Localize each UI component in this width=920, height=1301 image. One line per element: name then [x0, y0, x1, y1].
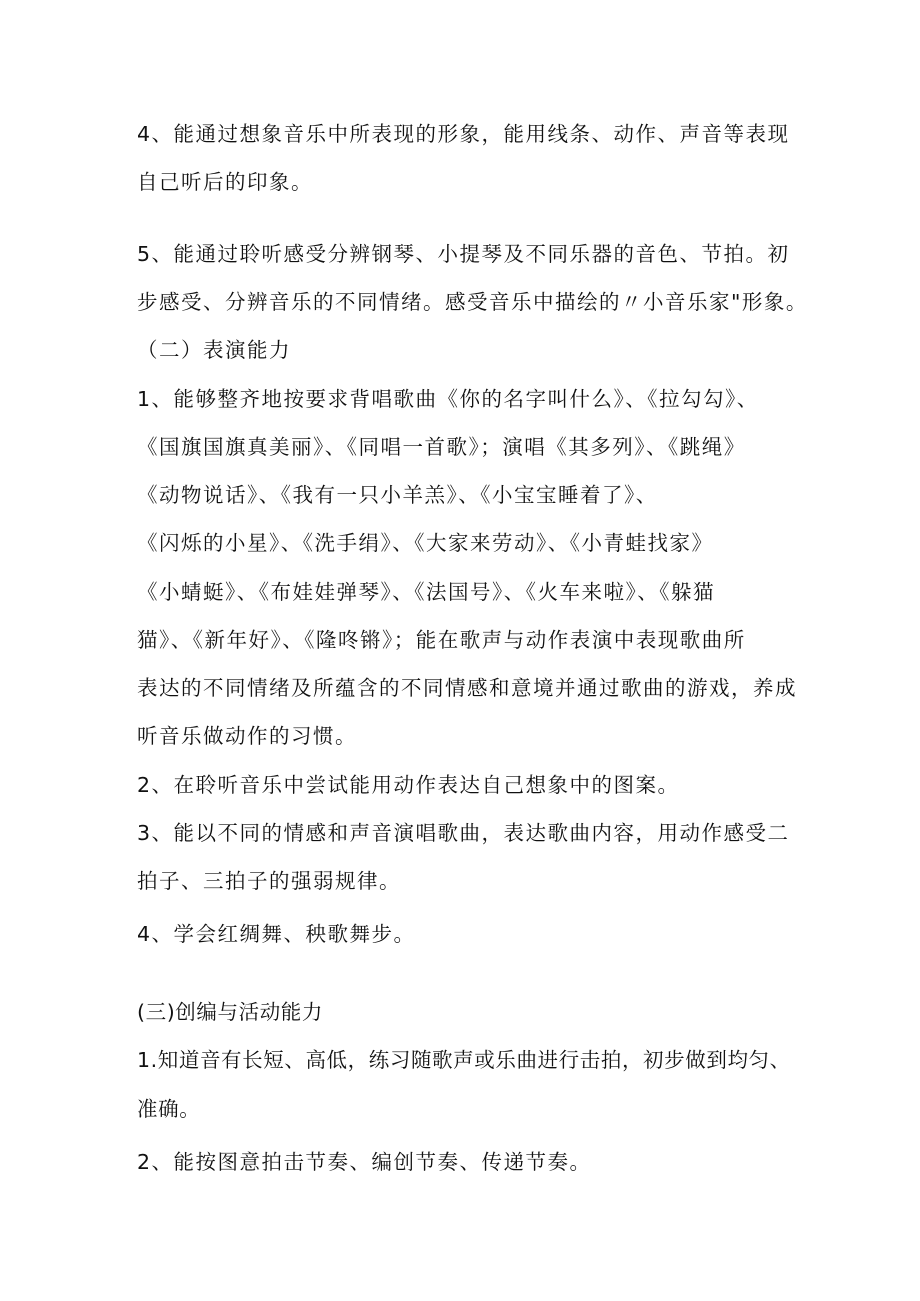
text-line: 4、能通过想象音乐中所表现的形象，能用线条、动作、声音等表现 — [137, 122, 790, 146]
text-line: 表达的不同情绪及所蕴含的不同情感和意境并通过歌曲的游戏，养成 — [137, 676, 797, 700]
section-heading: (三)创编与活动能力 — [137, 1000, 323, 1024]
text-line: 5、能通过聆听感受分辨钢琴、小提琴及不同乐器的音色、节拍。初 — [137, 242, 790, 266]
text-line: 《闪烁的小星》、《洗手绢》、《大家来劳动》、《小青蛙找家》 — [137, 531, 714, 555]
text-line: 2、在聆听音乐中尝试能用动作表达自己想象中的图案。 — [137, 773, 680, 797]
text-line: 猫》、《新年好》、《隆咚锵》；能在歌声与动作表演中表现歌曲所 — [137, 628, 746, 652]
section-heading: （二）表演能力 — [137, 338, 291, 362]
text-line: 准确。 — [137, 1097, 201, 1121]
text-line: 2、能按图意拍击节奏、编创节奏、传递节奏。 — [137, 1150, 592, 1174]
text-line: 拍子、三拍子的强弱规律。 — [137, 869, 401, 893]
text-line: 自己听后的印象。 — [137, 170, 313, 194]
text-line: 《动物说话》、《我有一只小羊羔》、《小宝宝睡着了》、 — [137, 483, 658, 507]
text-line: 听音乐做动作的习惯。 — [137, 724, 357, 748]
text-line: 1.知道音有长短、高低，练习随歌声或乐曲进行击拍，初步做到均匀、 — [137, 1048, 791, 1072]
text-line: 步感受、分辨音乐的不同情绪。感受音乐中描绘的〃小音乐家"形象。 — [137, 290, 808, 314]
text-line: 1、能够整齐地按要求背唱歌曲《你的名字叫什么》、《拉勾勾》、 — [137, 387, 759, 411]
text-line: 3、能以不同的情感和声音演唱歌曲，表达歌曲内容，用动作感受二 — [137, 821, 790, 845]
text-line: 《国旗国旗真美丽》、《同唱一首歌》；演唱《其多列》、《跳绳》 — [137, 435, 746, 459]
text-line: 《小蜻蜓》、《布娃娃弹琴》、《法国号》、《火车来啦》、《躲猫 — [137, 580, 715, 604]
text-line: 4、学会红绸舞、秧歌舞步。 — [137, 922, 416, 946]
